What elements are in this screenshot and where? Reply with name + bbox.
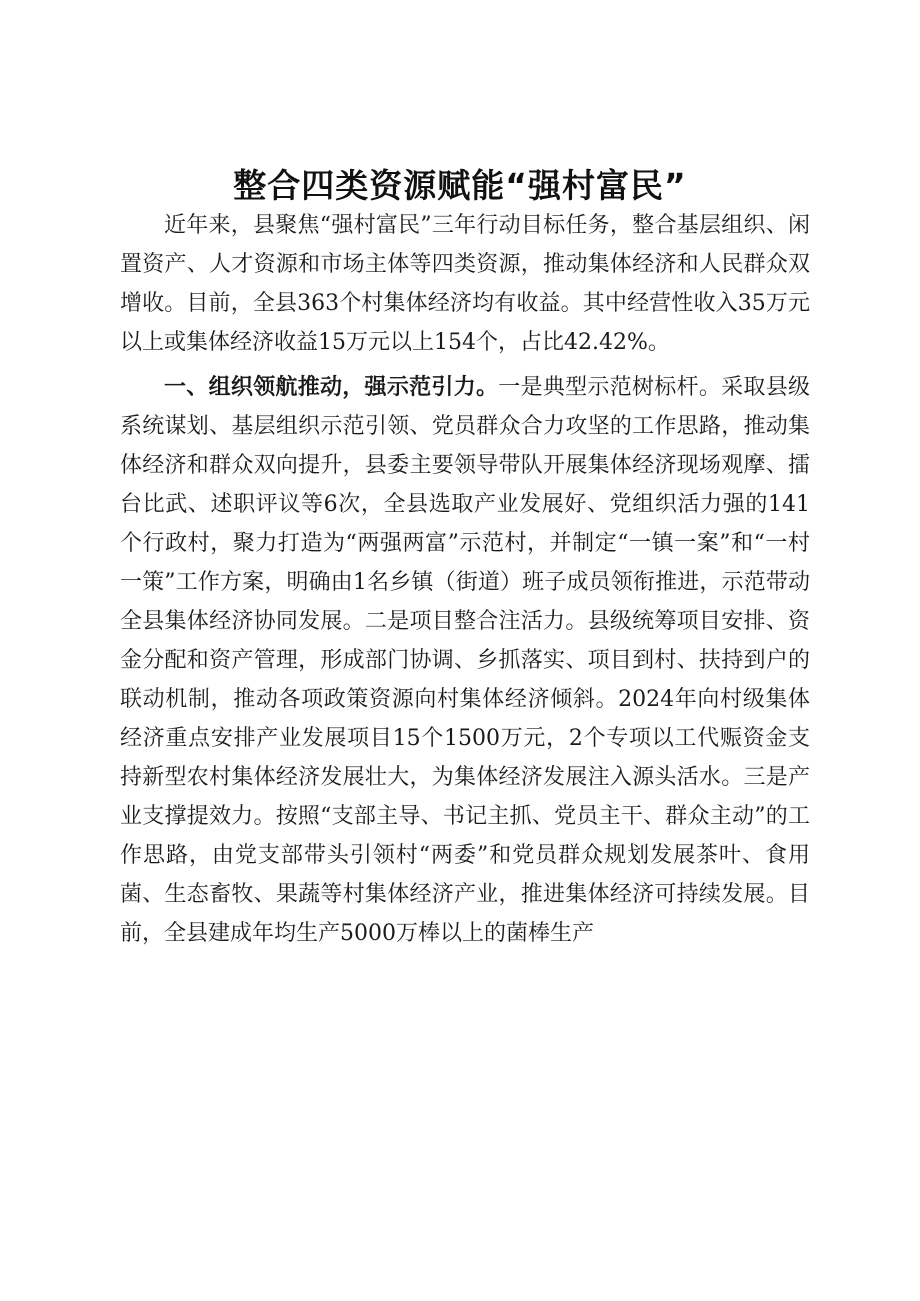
section-one-paragraph bbox=[120, 368, 810, 953]
document-title: 整合四类资源赋能“强村富民” bbox=[233, 166, 687, 205]
intro-paragraph-text: 近年来，县聚焦“强村富民”三年行动目标任务，整合基层组织、闲置资产、人才资源和市场主体等四类资源，推动集体经济和人民群众双增收。目前，全县363个村集体经济均有收益。其中经营性收入35万元以上或集体经济收益15万元以上154个，占比42.42%。 bbox=[120, 213, 810, 355]
document-body bbox=[120, 206, 810, 953]
intro-paragraph bbox=[120, 206, 810, 362]
section-one-text: 一是典型示范树标杆。采取县级系统谋划、基层组织示范引领、党员群众合力攻坚的工作思路，推动集体经济和群众双向提升，县委主要领导带队开展集体经济现场观摩、擂台比武、述职评议等6次，全县选取产业发展好、党组织活力强的141个行政村，聚力打造为“两强两富”示范村，并制定“一镇一案”和“一村一策”工作方案，明确由1名乡镇（街道）班子成员领衔推进，示范带动全县集体经济协同发展。二是项目整合注活力。县级统筹项目安排、资金分配和资产管理，形成部门协调、乡抓落实、项目到村、扶持到户的联动机制，推动各项政策资源向村集体经济倾斜。2024年向村级集体经济重点安排产业发展项目15个1500万元，2个专项以工代赈资金支持新型农村集体经济发展壮大，为集体经济发展注入源头活水。三是产业支撑提效力。按照“支部主导、书记主抓、党员主干、群众主动”的工作思路，由党支部带头引领村“两委”和党员群众规划发展茶叶、食用菌、生态畜牧、果蔬等村集体经济产业，推进集体经济可持续发展。目前，全县建成年均生产5000万棒以上的菌棒生产 bbox=[120, 375, 810, 946]
section-one-heading: 一、组织领航推动，强示范引力。 bbox=[164, 375, 499, 400]
